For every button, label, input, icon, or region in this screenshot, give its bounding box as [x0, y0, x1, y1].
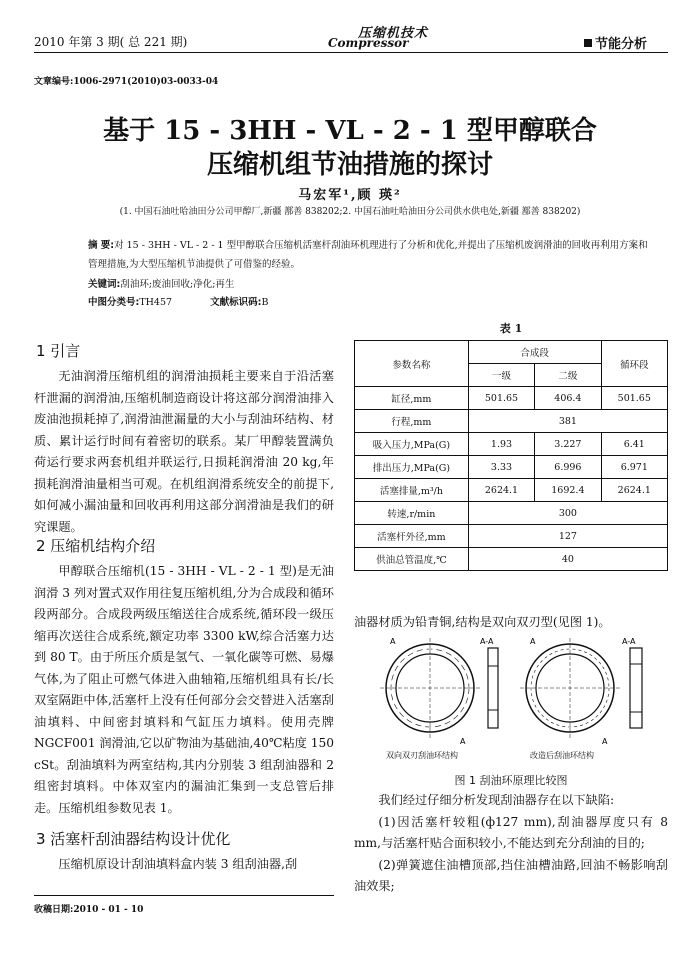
table-row-name: 排出压力,MPa(G) [355, 456, 469, 479]
table-cell: 6.996 [535, 456, 601, 479]
table-cell: 1.93 [468, 433, 534, 456]
table-row-name: 行程,mm [355, 410, 469, 433]
logo-cn: 压缩机技术 [358, 26, 429, 41]
square-icon [584, 39, 592, 47]
abstract [88, 236, 656, 274]
received-date: 收稿日期:2010 - 01 - 10 [34, 905, 144, 915]
journal-issue: 2010 年第 3 期( 总 221 期) [34, 35, 188, 49]
right-para-2: 我们经过仔细分析发现刮油器存在以下缺陷: [378, 793, 615, 807]
table-row-name: 缸径,mm [355, 387, 469, 410]
classification [88, 293, 656, 312]
section-2-title: 2 压缩机结构介绍 [36, 537, 156, 555]
abstract-text: 对 15 - 3HH - VL - 2 - 1 型甲醇联合压缩机活塞杆刮油环机理进行了分析和优化,并提出了压缩机废润滑油的回收再利用方案和管理措施,为大型压缩机节油提供了可借鉴的经验。 [88, 240, 648, 270]
section-2-body [34, 561, 334, 819]
section-3-body [34, 854, 334, 876]
table-cell: 6.971 [601, 456, 667, 479]
section-tag [584, 33, 647, 52]
fig-mark: A-A [480, 637, 494, 646]
footnote-rule [34, 895, 334, 896]
table-cell: 381 [468, 410, 667, 433]
section-1-title: 1 引言 [36, 342, 81, 360]
table-cell: 406.4 [535, 387, 601, 410]
fig-mark: A [390, 637, 396, 646]
table-1 [354, 340, 668, 571]
table-row-name: 吸入压力,MPa(G) [355, 433, 469, 456]
fig-mark: A-A [622, 637, 636, 646]
doc-code-label: 文献标识码: [210, 297, 262, 308]
th-stage-2: 二级 [535, 364, 601, 387]
keywords-label: 关键词: [88, 279, 121, 290]
right-para-3: (1)因活塞杆较粗(ф127 mm),刮油器厚度只有 8 mm,与活塞杆贴合面积较小,不能达到充分刮油的目的; [354, 814, 668, 850]
table-cell: 300 [468, 502, 667, 525]
keywords-text: 刮油环;废油回收;净化;再生 [120, 279, 235, 290]
clc-label: 中图分类号: [88, 297, 140, 308]
keywords [88, 275, 656, 294]
table-cell: 3.227 [535, 433, 601, 456]
table-cell: 2624.1 [601, 479, 667, 502]
table-cell: 3.33 [468, 456, 534, 479]
th-synthesis: 合成段 [468, 341, 601, 364]
th-param: 参数名称 [355, 341, 469, 387]
table-cell: 501.65 [601, 387, 667, 410]
right-ring-drawing [520, 638, 642, 738]
journal-logo [318, 24, 438, 50]
table-cell: 127 [468, 525, 667, 548]
figure-1 [370, 636, 660, 746]
section-2-text: 甲醇联合压缩机(15 - 3HH - VL - 2 - 1 型)是无油润滑 3 列对置式双作用往复压缩机组,分为合成段和循环段两部分。合成段两级压缩送往合成系统,循环段一级压缩再次送往合成系统,额定功率 3300 kW,综合活塞力达到 80 T。由于所压介质是氢气、一氧化碳等可燃、易爆气体,为了阻止可燃气体进入曲轴箱,压缩机组具有长/长双室隔距中体,活塞杆上没有任何部分会交替进入活塞刮油填料、中间密封填料和气缸压力填料。使用壳牌 NGCF001 润滑油,它以矿物油为基础油,40℃粘度 150 cSt。刮油填料为两室结构,其内分别装 3 组刮油器和 2 组密封填料。中体双室内的漏油汇集到一支总管后排走。压缩机组参数见表 1。 [34, 564, 334, 815]
fig-mark: A [602, 737, 608, 746]
table-row-name: 供油总管温度,℃ [355, 548, 469, 571]
th-stage-1: 一级 [468, 364, 534, 387]
section-label: 节能分析 [595, 37, 648, 52]
table-cell: 6.41 [601, 433, 667, 456]
right-para-1: 油器材质为铅青铜,结构是双向双刃型(见图 1)。 [354, 615, 611, 629]
left-ring-drawing [380, 638, 498, 738]
table-row-name: 转速,r/min [355, 502, 469, 525]
fig-right-label: 改造后刮油环结构 [530, 751, 594, 760]
table-cell: 40 [468, 548, 667, 571]
title-line-1: 基于 15 - 3HH - VL - 2 - 1 型甲醇联合 [103, 116, 597, 146]
table-row-name: 活塞杆外径,mm [355, 525, 469, 548]
section-1-text: 无油润滑压缩机组的润滑油损耗主要来自于沿活塞杆泄漏的润滑油,压缩机制造商设计将这部分润滑油排入废油池损耗掉了,润滑油泄漏量的大小与刮油环结构、材质、累计运行时间有着密切的联系。某厂甲醇装置满负荷运行要求两套机组并联运行,日损耗润滑油 20 kg,年损耗润滑油量相当可观。在机组润滑系统安全的前提下,如何减小漏油量和回收再利用这部分润滑油是我们的研究课题。 [34, 369, 334, 534]
right-body [354, 790, 668, 898]
section-3-text: 压缩机原设计刮油填料盒内装 3 组刮油器,刮 [58, 857, 298, 871]
table-cell: 2624.1 [468, 479, 534, 502]
authors: 马宏军¹,顾 瑛² [298, 188, 402, 203]
section-3-title: 3 活塞杆刮油器结构设计优化 [36, 830, 231, 848]
table-cell: 1692.4 [535, 479, 601, 502]
header-rule [34, 52, 668, 53]
affiliation: (1. 中国石油吐哈油田分公司甲醇厂,新疆 鄯善 838202;2. 中国石油吐哈油田分公司供水供电处,新疆 鄯善 838202) [119, 207, 581, 217]
clc-value: TH457 [139, 297, 173, 308]
doc-code-value: B [261, 297, 269, 308]
table-caption: 表 1 [499, 322, 523, 335]
th-cycle: 循环段 [601, 341, 667, 387]
fig-mark: A [460, 737, 466, 746]
title-line-2: 压缩机组节油措施的探讨 [206, 150, 493, 180]
figure-caption: 图 1 刮油环原理比较图 [454, 774, 568, 787]
abstract-label: 摘 要: [88, 240, 115, 251]
right-para-4: (2)弹簧遮住油槽顶部,挡住油槽油路,回油不畅影响刮油效果; [354, 857, 668, 893]
fig-mark: A [530, 637, 536, 646]
table-row-name: 活塞排量,m³/h [355, 479, 469, 502]
table-cell: 501.65 [468, 387, 534, 410]
section-1-body [34, 366, 334, 538]
article-number: 文章编号:1006-2971(2010)03-0033-04 [34, 77, 219, 87]
logo-en: Compressor [328, 36, 409, 50]
fig-left-label: 双向双刃刮油环结构 [386, 751, 458, 760]
